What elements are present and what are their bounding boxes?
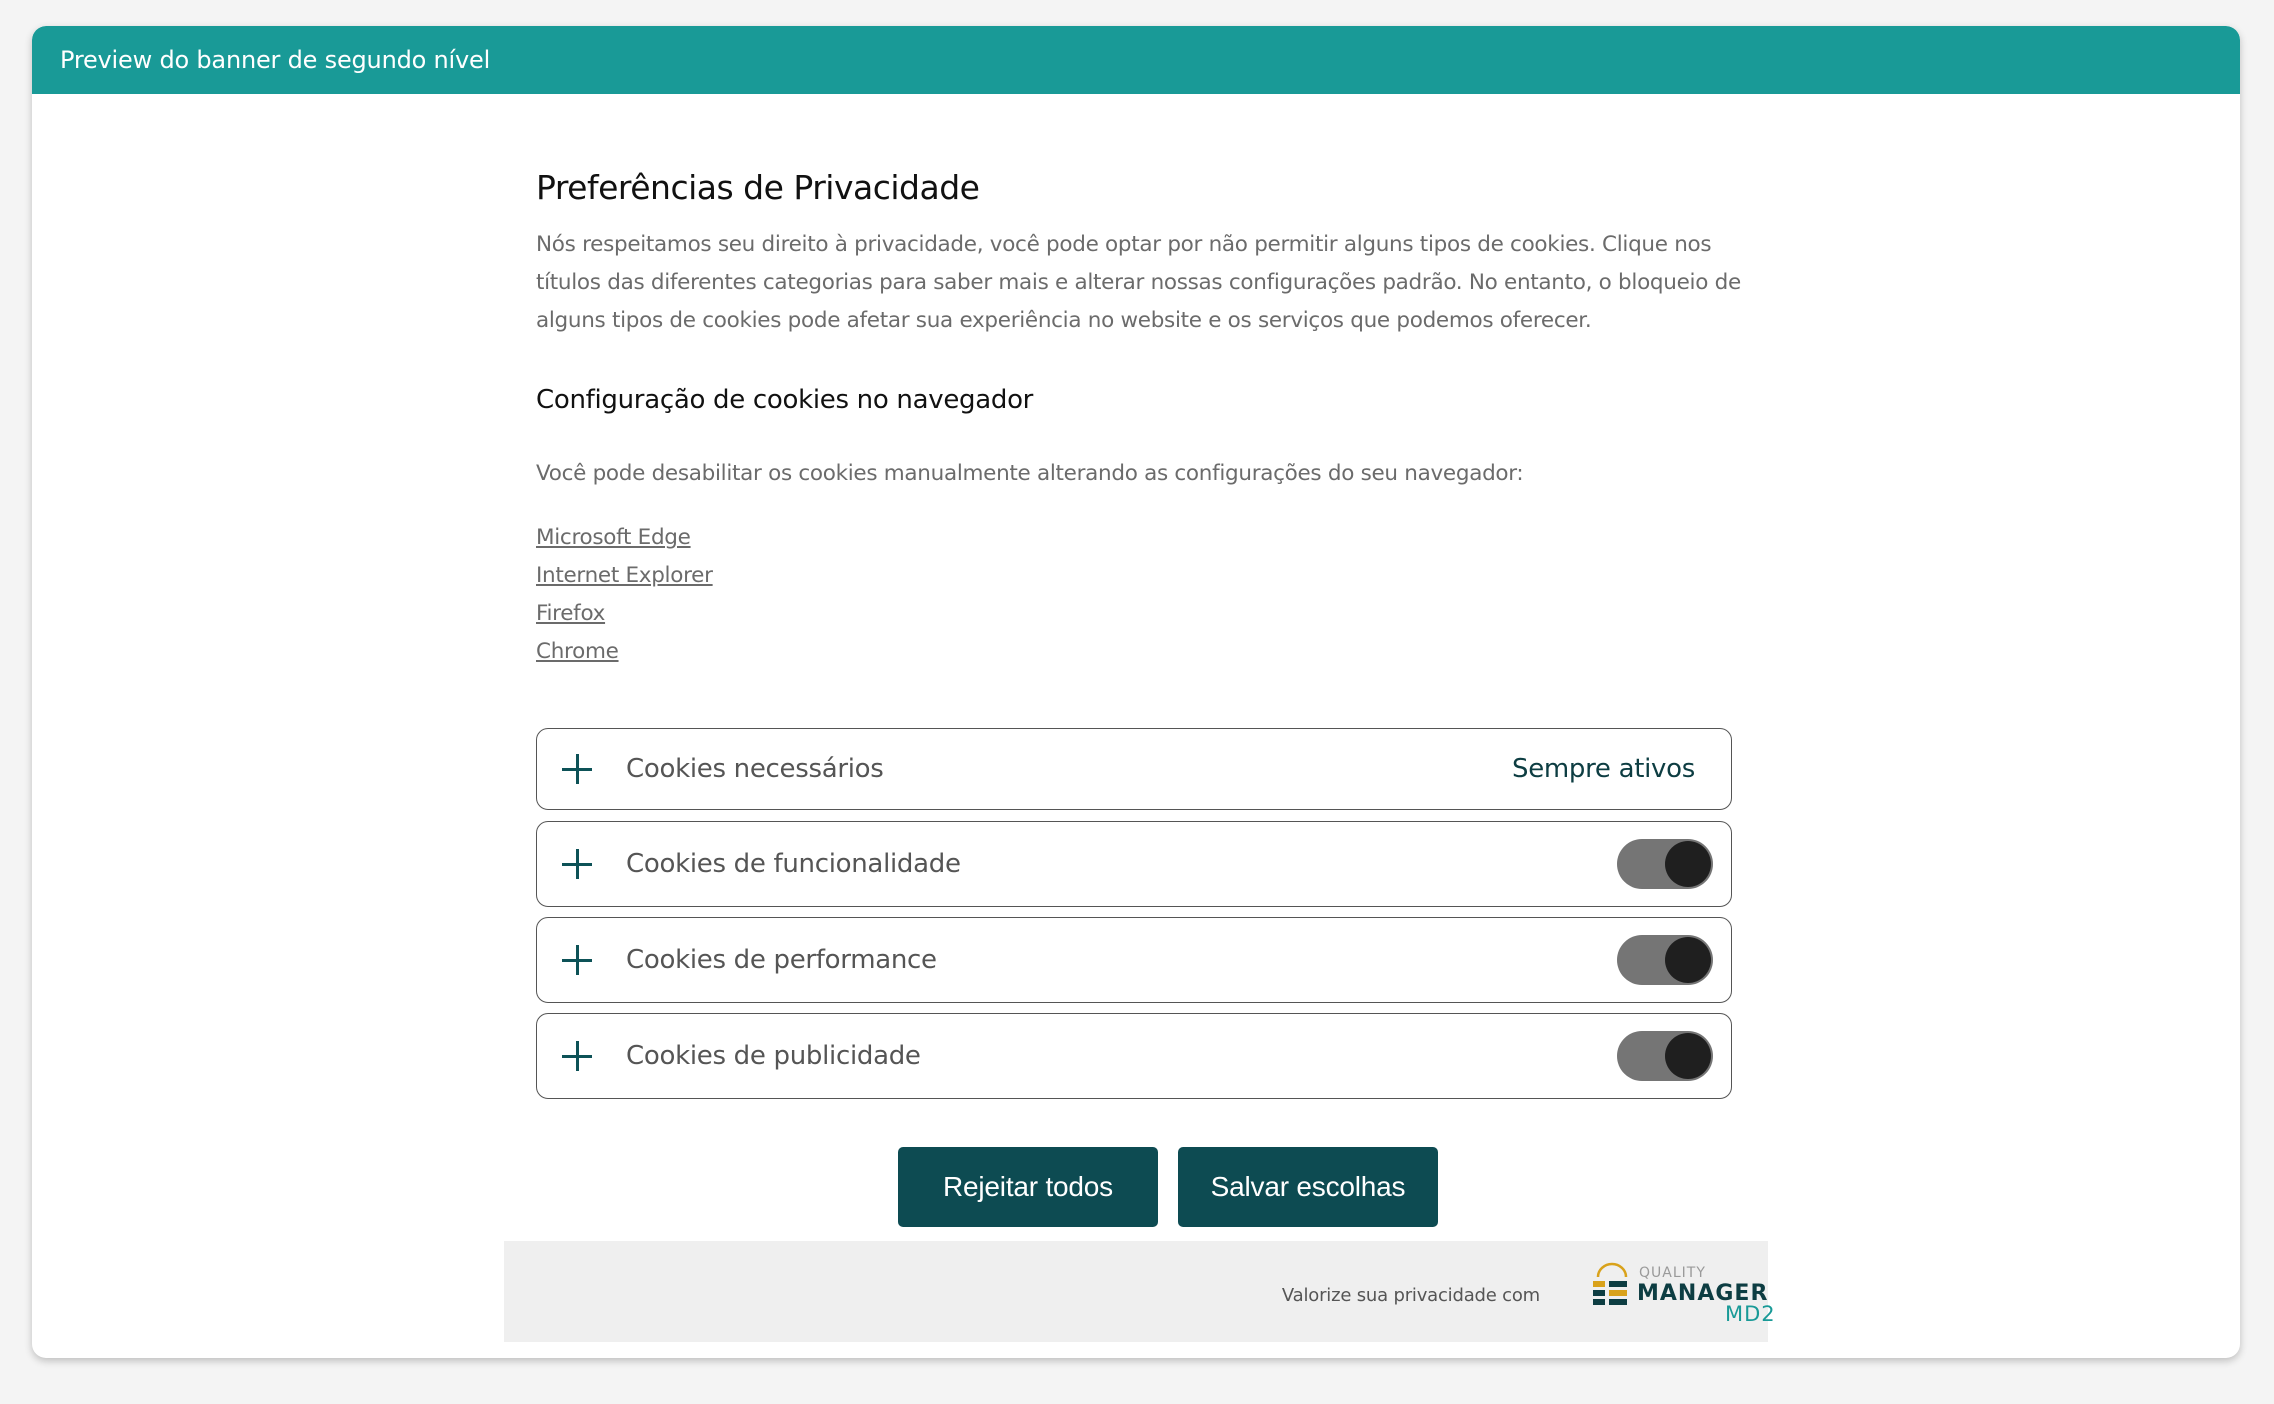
category-performance-cookies[interactable] — [536, 917, 1732, 1003]
intro-text: Nós respeitamos seu direito à privacidade, você pode optar por não permitir alguns tipos de cookies. Clique nos títulos das diferentes categorias para saber mais e alterar nossas configurações padrão. No entanto, o bloqueio de alguns tipos de cookies pode afetar sua experiência no website e os serviços que podemos oferecer. — [536, 232, 1741, 333]
toggle-knob — [1665, 841, 1711, 887]
page-title: Preferências de Privacidade — [536, 168, 980, 207]
browser-links — [536, 519, 713, 671]
performance-toggle[interactable] — [1617, 935, 1713, 985]
plus-icon[interactable] — [561, 944, 593, 976]
toggle-knob — [1665, 937, 1711, 983]
functionality-toggle[interactable] — [1617, 839, 1713, 889]
preview-header-title: Preview do banner de segundo nível — [60, 46, 491, 74]
always-active-label: Sempre ativos — [1511, 754, 1695, 784]
logo-line-manager: MANAGER — [1637, 1281, 1769, 1306]
footer-text: Valorize sua privacidade com — [1281, 1285, 1540, 1306]
browser-settings-title: Configuração de cookies no navegador — [536, 385, 1034, 415]
logo-line-md2: MD2 — [1725, 1302, 1776, 1325]
reject-all-button[interactable]: Rejeitar todos — [898, 1147, 1158, 1227]
save-choices-button[interactable]: Salvar escolhas — [1178, 1147, 1438, 1227]
logo-line-quality: QUALITY — [1639, 1265, 1706, 1281]
link-microsoft-edge[interactable]: Microsoft Edge — [536, 525, 691, 550]
plus-icon[interactable] — [561, 753, 593, 785]
advertising-toggle[interactable] — [1617, 1031, 1713, 1081]
category-label: Cookies de funcionalidade — [626, 849, 961, 879]
category-label: Cookies necessários — [626, 754, 884, 784]
plus-icon[interactable] — [561, 848, 593, 880]
category-label: Cookies de performance — [626, 945, 937, 975]
link-internet-explorer[interactable]: Internet Explorer — [536, 563, 713, 588]
category-label: Cookies de publicidade — [626, 1041, 921, 1071]
preview-card — [32, 26, 2240, 1358]
preview-header — [32, 26, 2240, 94]
link-firefox[interactable]: Firefox — [536, 601, 606, 626]
category-functionality-cookies[interactable] — [536, 821, 1732, 907]
plus-icon[interactable] — [561, 1040, 593, 1072]
toggle-knob — [1665, 1033, 1711, 1079]
quality-manager-md2-logo — [1591, 1259, 1781, 1325]
category-advertising-cookies[interactable] — [536, 1013, 1732, 1099]
category-necessary-cookies[interactable] — [536, 728, 1732, 810]
link-chrome[interactable]: Chrome — [536, 639, 619, 664]
footer — [504, 1241, 1776, 1342]
browser-settings-note: Você pode desabilitar os cookies manualmente alterando as configurações do seu navegador: — [536, 461, 1524, 486]
